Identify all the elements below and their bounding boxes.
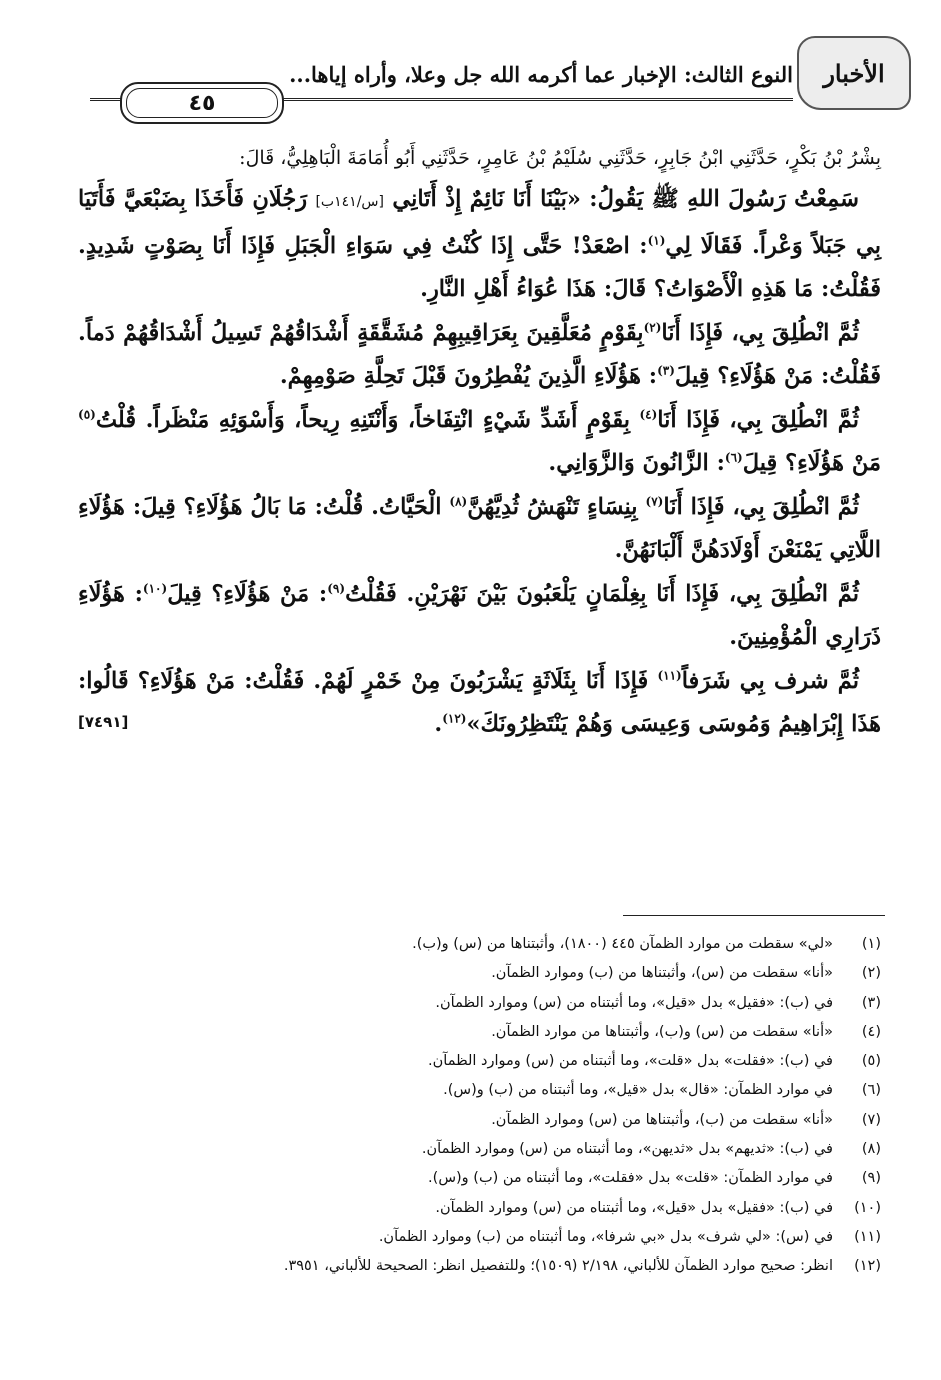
page-number-frame <box>120 82 284 124</box>
isnad-line: بِشْرُ بْنُ بَكْرٍ، حَدَّثَنِي ابْنُ جَابِرٍ، حَدَّثَنِي سُلَيْمُ بْنُ عَامِرٍ، حَدَّثَنِي أَبُو أُمَامَةَ الْبَاهِلِيُّ، قَالَ: <box>239 147 881 169</box>
footnote-number: (٢) <box>861 965 881 982</box>
text-segment: مَنْ هَؤُلَاءِ؟ قِيلَ <box>742 450 881 476</box>
footnote-number: (١٢) <box>854 1258 881 1275</box>
footnote-text: في (ب): «فقيل» بدل «قيل»، وما أثبتناه من (س) وموارد الظمآن. <box>435 1199 833 1216</box>
footnote-text: في موارد الظمآن: «قلت» بدل «فقلت»، وما أثبتناه من (ب) و(س). <box>428 1170 833 1187</box>
text-segment: الْحَيَّاتُ. قُلْتُ: مَا بَالُ هَؤُلَاءِ؟ قِيلَ: هَؤُلَاءِ اللَّاتِي يَمْنَعْنَ أَوْلَادَهُنَّ أَلْبَانَهُنَّ. <box>78 493 881 563</box>
footnote-marker[interactable]: (١) <box>647 233 666 247</box>
footnote <box>88 1223 881 1252</box>
paragraph-5 <box>78 573 881 660</box>
paragraph-2 <box>78 312 881 399</box>
main-text <box>78 140 881 747</box>
hadith-number: [٧٤٩١] <box>78 713 129 731</box>
footnote-number: (٥) <box>861 1053 881 1070</box>
text-segment: ثُمَّ انْطُلِقَ بِي، فَإِذَا أَنَا <box>663 493 859 520</box>
footnote-separator <box>623 915 885 916</box>
text-segment: . <box>434 711 443 737</box>
text-segment: بِقَوْمٍ مُعَلَّقِينَ بِعَرَاقِيبِهِمْ مُشَقَّقَةٍ أَشْدَاقُهُمْ تَسِيلُ أَشْدَاقُهُمْ دَماً. فَقُلْتُ: مَنْ هَؤُلَاءِ؟ قِيلَ <box>78 319 881 389</box>
footnote-text: «لي» سقطت من موارد الظمآن ٤٤٥ (١٨٠٠)، وأثبتناها من (س) و(ب). <box>412 936 833 952</box>
page-number: ٤٥ <box>188 90 216 116</box>
footnote <box>88 1135 881 1164</box>
text-segment: : هَؤُلَاءِ الَّذِينَ يُفْطِرُونَ قَبْلَ تَحِلَّةِ صَوْمِهِمْ. <box>279 363 658 389</box>
footnote-text: «أنا» سقطت من (س) و(ب)، وأثبتناها من موارد الظمآن. <box>491 1023 833 1040</box>
section-badge-label: الأخبار <box>823 58 885 88</box>
footnote-marker[interactable]: (١٢) <box>442 711 467 726</box>
footnote <box>88 1252 881 1281</box>
footnotes <box>88 930 881 1282</box>
text-segment: ثُمَّ شرف بِي شَرَفاً <box>681 667 859 694</box>
paragraph-6 <box>78 660 881 747</box>
footnote-text: في (ب): «فقلت» بدل «قلت»، وما أثبتناه من (س) وموارد الظمآن. <box>428 1053 833 1070</box>
footnote-marker[interactable]: (٥) <box>78 407 96 421</box>
footnote-number: (٤) <box>861 1023 881 1040</box>
text-segment: ثُمَّ انْطُلِقَ بِي، فَإِذَا أَنَا بِغِلْمَانٍ يَلْعَبُونَ بَيْنَ نَهْرَيْنِ. فَقُلْتُ <box>345 580 859 607</box>
text-segment: : اصْعَدْ! حَتَّى إِذَا كُنْتُ فِي سَوَاءِ الْجَبَلِ فَإِذَا أَنَا بِصَوْتٍ شَدِيدٍ. فَقُلْتُ: مَا هَذِهِ الْأَصْوَاتُ؟ قَالَ: هَذَا عُوَاءُ أَهْلِ النَّارِ. <box>78 232 881 302</box>
footnote-marker[interactable]: (٩) <box>327 581 346 595</box>
footnote <box>88 1194 881 1223</box>
footnote-text: «أنا» سقطت من (س)، وأثبتناها من (ب) وموارد الظمآن. <box>491 965 833 982</box>
footnote <box>88 1076 881 1105</box>
text-segment: رَجُلَانِ فَأَخَذَا بِضَبْعَيَّ فَأَتَيَا بِي جَبَلاً وَعْراً. فَقَالَا لِي <box>78 186 881 259</box>
footnote-text: انظر: صحيح موارد الظمآن للألباني، ٢/١٩٨ (١٥٠٩)؛ وللتفصيل انظر: الصحيحة للألباني، ٣٩٥١. <box>283 1258 833 1275</box>
text-segment: : مَنْ هَؤُلَاءِ؟ قِيلَ <box>167 580 328 607</box>
footnote-text: في (ب): «فقيل» بدل «قيل»، وما أثبتناه من (س) وموارد الظمآن. <box>435 994 833 1011</box>
footnote <box>88 1047 881 1076</box>
footnote-text: «أنا» سقطت من (ب)، وأثبتناها من (س) وموارد الظمآن. <box>491 1111 833 1128</box>
text-segment: بِقَوْمٍ أَشَدِّ شَيْءٍ انْتِفَاخاً، وَأَنْتَنِهِ رِيحاً، وَأَسْوَئِهِ مَنْظَراً. قُلْتُ <box>95 406 630 433</box>
footnote-number: (١) <box>861 936 881 952</box>
paragraph-4 <box>78 486 881 573</box>
footnote <box>88 1106 881 1135</box>
footnote-marker[interactable]: (١١) <box>657 668 682 682</box>
footnote <box>88 989 881 1018</box>
footnote-number: (٧) <box>861 1111 881 1128</box>
footnote-marker[interactable]: (١٠) <box>142 581 168 595</box>
text-segment: ثُمَّ انْطُلِقَ بِي، فَإِذَا أَنَا <box>657 406 859 433</box>
footnote <box>88 959 881 988</box>
footnote-text: في (ب): «ثديهم» بدل «ثديهن»، وما أثبتناه من (س) وموارد الظمآن. <box>421 1141 833 1158</box>
paragraph-3 <box>78 399 881 486</box>
footnote-marker[interactable]: (٨) <box>449 494 468 508</box>
running-title: النوع الثالث: الإخبار عما أكرمه الله جل وعلا، وأراه إياها... <box>289 62 793 87</box>
footnote-text: في موارد الظمآن: «قال» بدل «قيل»، وما أثبتناه من (ب) و(س). <box>443 1082 833 1099</box>
footnote-number: (١٠) <box>854 1199 881 1216</box>
text-segment: ثُمَّ انْطُلِقَ بِي، فَإِذَا أَنَا <box>661 319 859 346</box>
footnote <box>88 1164 881 1193</box>
manuscript-reference: [س/١٤١ب] <box>315 194 384 210</box>
footnote-number: (٨) <box>861 1141 881 1158</box>
footnote <box>88 1018 881 1047</box>
text-segment: فَإِذَا أَنَا بِثَلَاثَةٍ يَشْرَبُونَ مِنْ خَمْرٍ لَهُمْ. فَقُلْتُ: مَنْ هَؤُلَاءِ؟ قَالُوا: هَذَا إِبْرَاهِيمُ وَمُوسَى وَعِيسَى وَهُمْ يَنْتَظِرُونَكَ» <box>78 667 881 737</box>
page-header <box>70 30 911 116</box>
footnote-number: (١١) <box>854 1228 881 1245</box>
footnote <box>88 930 881 959</box>
footnote-text: في (س): «لي شرف» بدل «بي شرفا»، وما أثبتناه من (ب) وموارد الظمآن. <box>378 1228 833 1245</box>
footnote-marker[interactable]: (٧) <box>645 494 664 508</box>
text-segment: : هَؤُلَاءِ ذَرَارِي الْمُؤْمِنِينَ. <box>78 580 881 650</box>
text-segment: سَمِعْتُ رَسُولَ اللهِ ﷺ يَقُولُ: «بَيْنَا أَنَا نَائِمٌ إِذْ أَتَانِي <box>392 186 859 212</box>
section-badge <box>797 36 911 110</box>
footnote-number: (٣) <box>861 994 881 1011</box>
footnote-marker[interactable]: (٢) <box>643 320 662 334</box>
footnote-number: (٩) <box>861 1170 881 1187</box>
footnote-marker[interactable]: (٦) <box>724 450 743 465</box>
paragraph-1 <box>78 178 881 312</box>
footnote-marker[interactable]: (٣) <box>657 363 675 378</box>
text-segment: : الزَّانُونَ وَالزَّوَانِي. <box>548 450 725 476</box>
text-segment: بِنِسَاءٍ تَنْهَشُ ثُدِيَّهُنَّ <box>467 493 638 520</box>
footnote-marker[interactable]: (٤) <box>639 407 658 421</box>
footnote-number: (٦) <box>861 1082 881 1099</box>
